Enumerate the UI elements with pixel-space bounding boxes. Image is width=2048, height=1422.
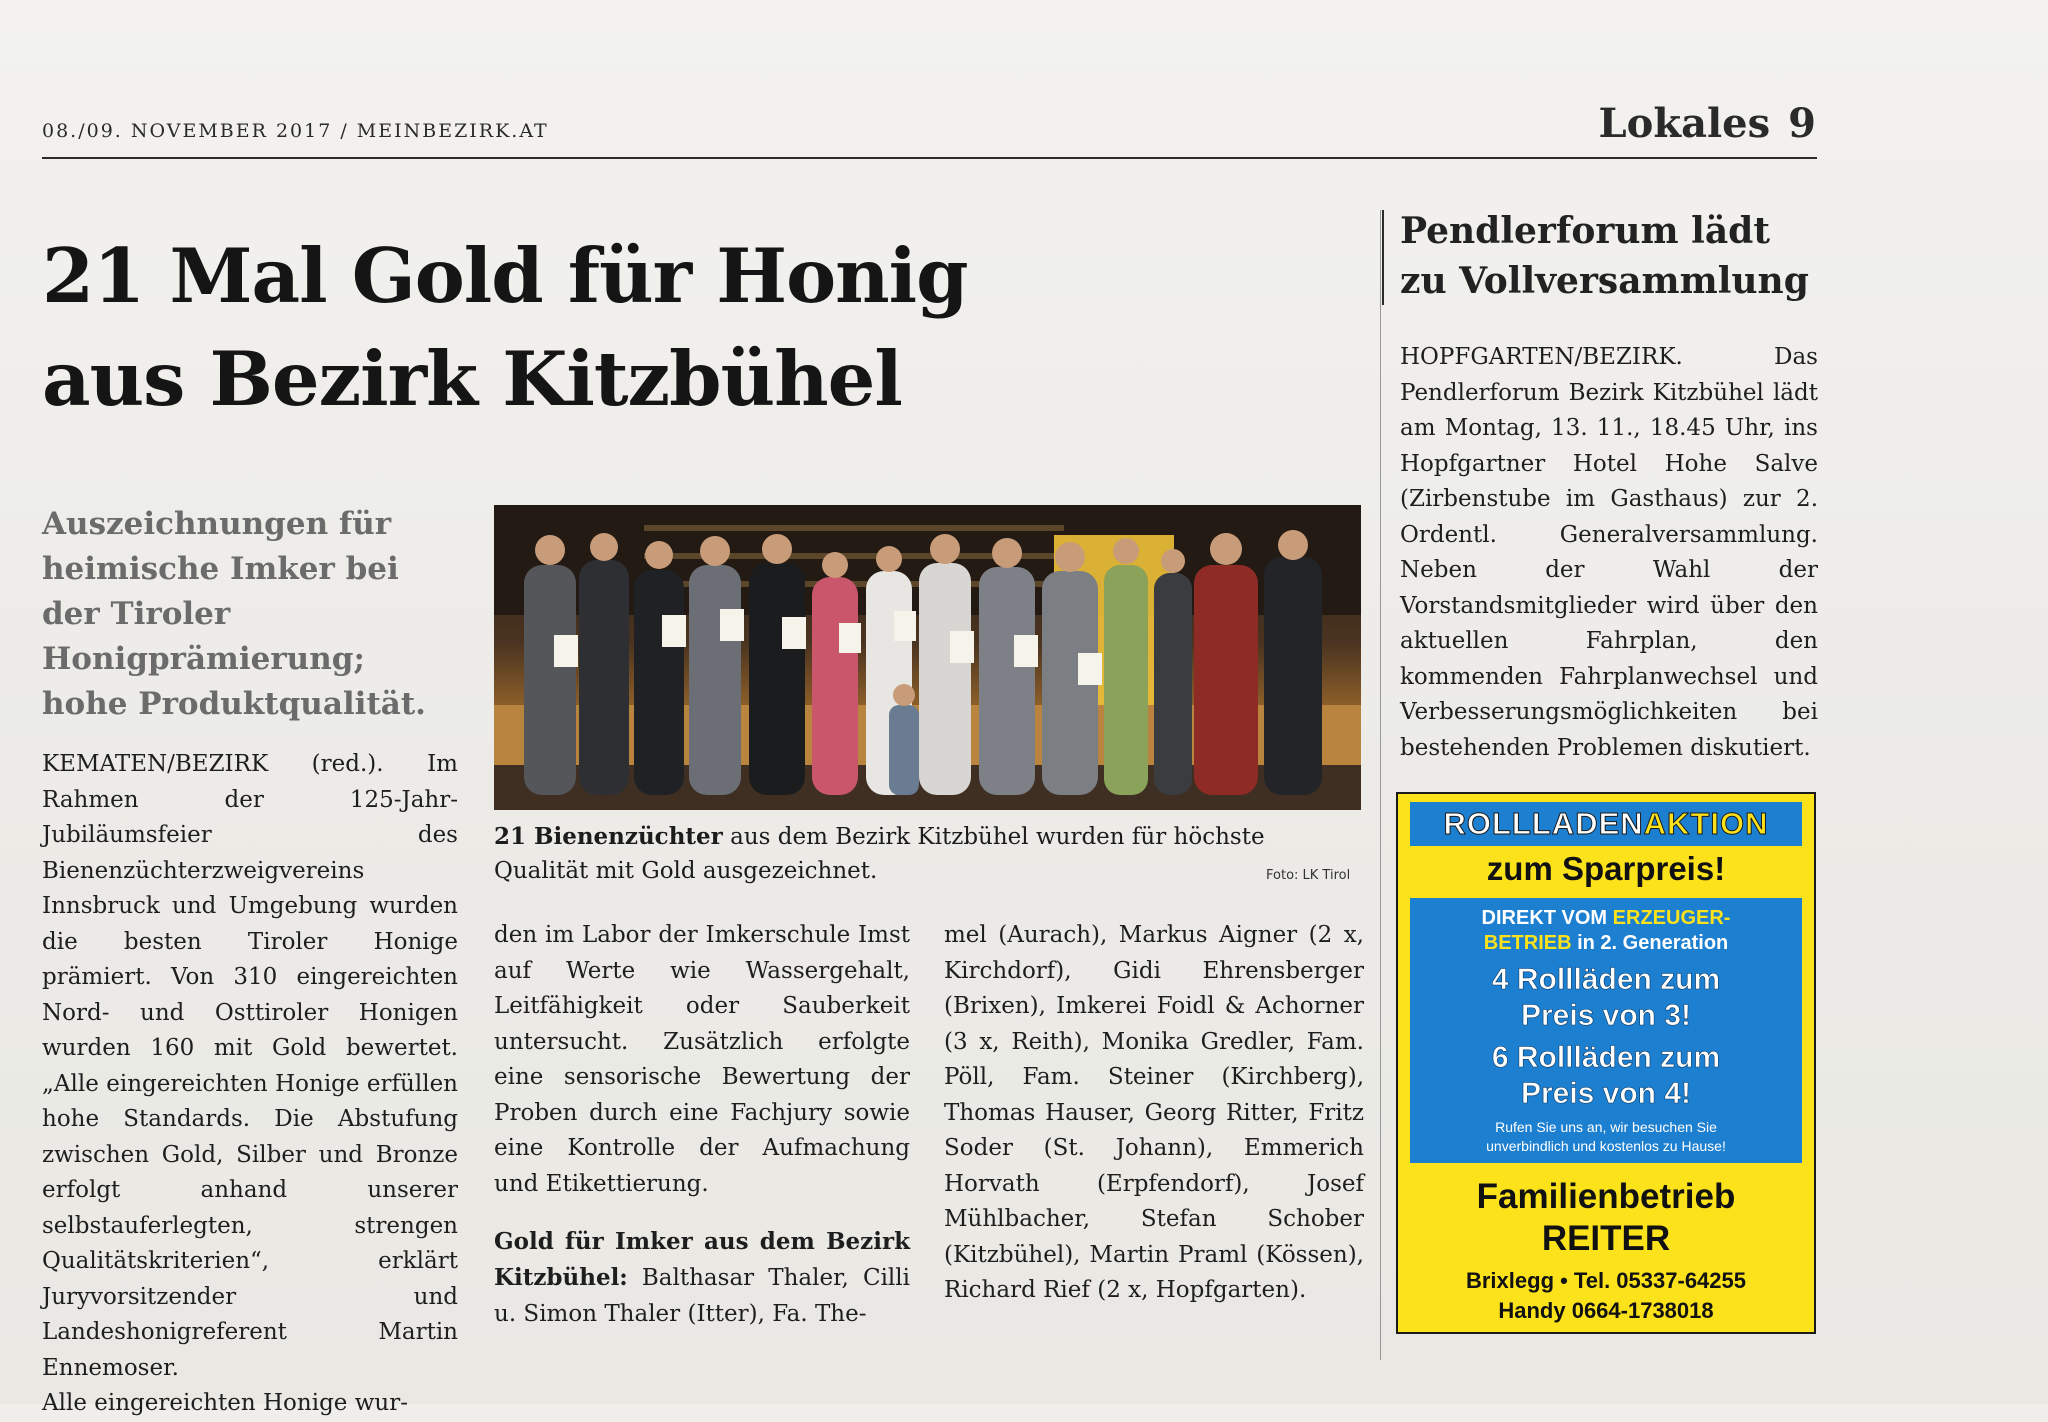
issue-date-folio: 08./09. NOVEMBER 2017 / MEINBEZIRK.AT	[42, 120, 549, 142]
sidebar-accent-rule	[1382, 210, 1384, 305]
page-number: 9	[1788, 100, 1816, 147]
article-column-3	[944, 918, 1364, 1309]
ad-offer-panel	[1410, 898, 1802, 1163]
ad-title-white: ROLLLADEN	[1443, 806, 1644, 841]
rollladen-advertisement	[1396, 792, 1816, 1334]
ad-offer2-b: Preis von 4!	[1520, 1077, 1692, 1110]
winners-subhead: Gold für Imker aus dem Bezirk Kitzbühel:	[494, 1228, 910, 1291]
ad-line1-b: ERZEUGER-	[1612, 907, 1731, 929]
ad-subtitle: zum Sparpreis!	[1486, 850, 1726, 887]
ad-contact-phone: Brixlegg • Tel. 05337-64255	[1465, 1268, 1746, 1293]
ad-company-line-1: Familienbetrieb	[1476, 1177, 1736, 1216]
headline-line-1: 21 Mal Gold für Honig	[42, 232, 968, 320]
ad-offer2-a: 6 Rollläden zum	[1491, 1041, 1721, 1074]
article-col2-text: den im Labor der Imkerschule Imst auf Werte wie Wassergehalt, Leitfähigkeit oder Sauberkeit untersucht. Zusätzlich erfolgte eine sensorische Bewertung der Proben durch eine Fachjury sowie eine Kontrolle der Aufmachung und Etikettierung.	[494, 922, 910, 1197]
photo-illustration	[494, 505, 1361, 810]
ad-small-line-1: Rufen Sie uns an, wir besuchen Sie	[1495, 1119, 1717, 1135]
article-lead: Auszeichnungen für heimische Imker bei der Tiroler Honigprämierung; hohe Produktqualität.	[42, 506, 426, 722]
headline-line-2: aus Bezirk Kitzbühel	[42, 335, 902, 423]
ad-line2-b: in 2. Generation	[1571, 932, 1729, 954]
winners-list-continuation: mel (Aurach), Markus Aigner (2 x, Kirchdorf), Gidi Ehrensberger (Brixen), Imkerei Foidl & Achorner (3 x, Reith), Monika Gredler, Fam. Pöll, Fam. Steiner (Kirchberg), Thomas Hauser, Georg Ritter, Fritz Soder (St. Johann), Emmerich Horvath (Erpfendorf), Josef Mühlbacher, Stefan Schober (Kitzbühel), Martin Praml (Kössen), Richard Rief (2 x, Hopfgarten).	[944, 922, 1364, 1303]
article-column-2	[494, 918, 910, 1333]
masthead-rule	[42, 157, 1817, 159]
ad-line2-a: BETRIEB	[1483, 932, 1572, 954]
caption-text: aus dem Bezirk Kitzbühel wurden für höchste Qualität mit Gold ausgezeichnet.	[494, 824, 1265, 884]
ad-title-yellow: AKTION	[1643, 806, 1769, 841]
ad-small-line-2: unverbindlich und kostenlos zu Hause!	[1486, 1138, 1726, 1154]
winners-list-start: Balthasar Thaler, Cilli u. Simon Thaler (Itter), Fa. The-	[494, 1264, 910, 1327]
article-col1-continuation: Alle eingereichten Honige wur-	[42, 1390, 408, 1416]
ad-offer1-a: 4 Rollläden zum	[1491, 963, 1721, 996]
ad-contact-mobile: Handy 0664-1738018	[1498, 1298, 1714, 1323]
article-headline	[42, 225, 1372, 431]
ad-title-bar	[1410, 802, 1802, 846]
section-name: Lokales	[1598, 100, 1771, 147]
sidebar-headline-line-2: zu Vollversammlung	[1400, 260, 1809, 302]
ad-line1-a: DIREKT VOM	[1481, 907, 1613, 929]
ad-offer1-b: Preis von 3!	[1520, 999, 1692, 1032]
sidebar-article	[1400, 340, 1818, 766]
article-col1-text: (red.). Im Rahmen der 125-Jahr-Jubiläumsfeier des Bienenzüchterzweigvereins Innsbruck und Umgebung wurden die besten Tiroler Honige prämiert. Von 310 eingereichten Nord- und Osttiroler Honigen wurden 160 mit Gold bewertet. „Alle eingereichten Honige erfüllen hohe Standards. Die Abstufung zwischen Gold, Silber und Bronze erfolgt anhand unserer selbstauferlegten, strengen Qualitätskriterien“, erklärt Juryvorsitzender und Landeshonigreferent Martin Ennemoser.	[42, 751, 458, 1381]
sidebar-headline	[1400, 206, 1820, 306]
ad-company-line-2: REITER	[1541, 1219, 1671, 1258]
article-dateline: KEMATEN/BEZIRK	[42, 751, 269, 777]
photo-credit: Foto: LK Tirol	[1266, 868, 1351, 883]
beekeepers-group-photo	[494, 505, 1361, 810]
column-divider	[1380, 210, 1381, 1360]
sidebar-text: Das Pendlerforum Bezirk Kitzbühel lädt am Montag, 13. 11., 18.45 Uhr, ins Hopfgartner Hotel Hohe Salve (Zirbenstube im Gasthaus) zur 2. Ordentl. Generalversammlung. Neben der Wahl der Vorstandsmitglieder wird über den aktuellen Fahrplan, den kommenden Fahrplanwechsel und Verbesserungsmöglichkeiten bei bestehenden Problemen diskutiert.	[1400, 344, 1818, 761]
sidebar-dateline: HOPFGARTEN/BEZIRK.	[1400, 344, 1683, 370]
ad-contact	[1398, 1266, 1814, 1326]
ad-company	[1398, 1176, 1814, 1260]
caption-bold-lead: 21 Bienenzüchter	[494, 823, 723, 850]
article-column-1	[42, 747, 458, 1422]
section-header	[1599, 100, 1816, 147]
photo-caption	[494, 820, 1364, 888]
sidebar-headline-line-1: Pendlerforum lädt	[1400, 210, 1770, 252]
